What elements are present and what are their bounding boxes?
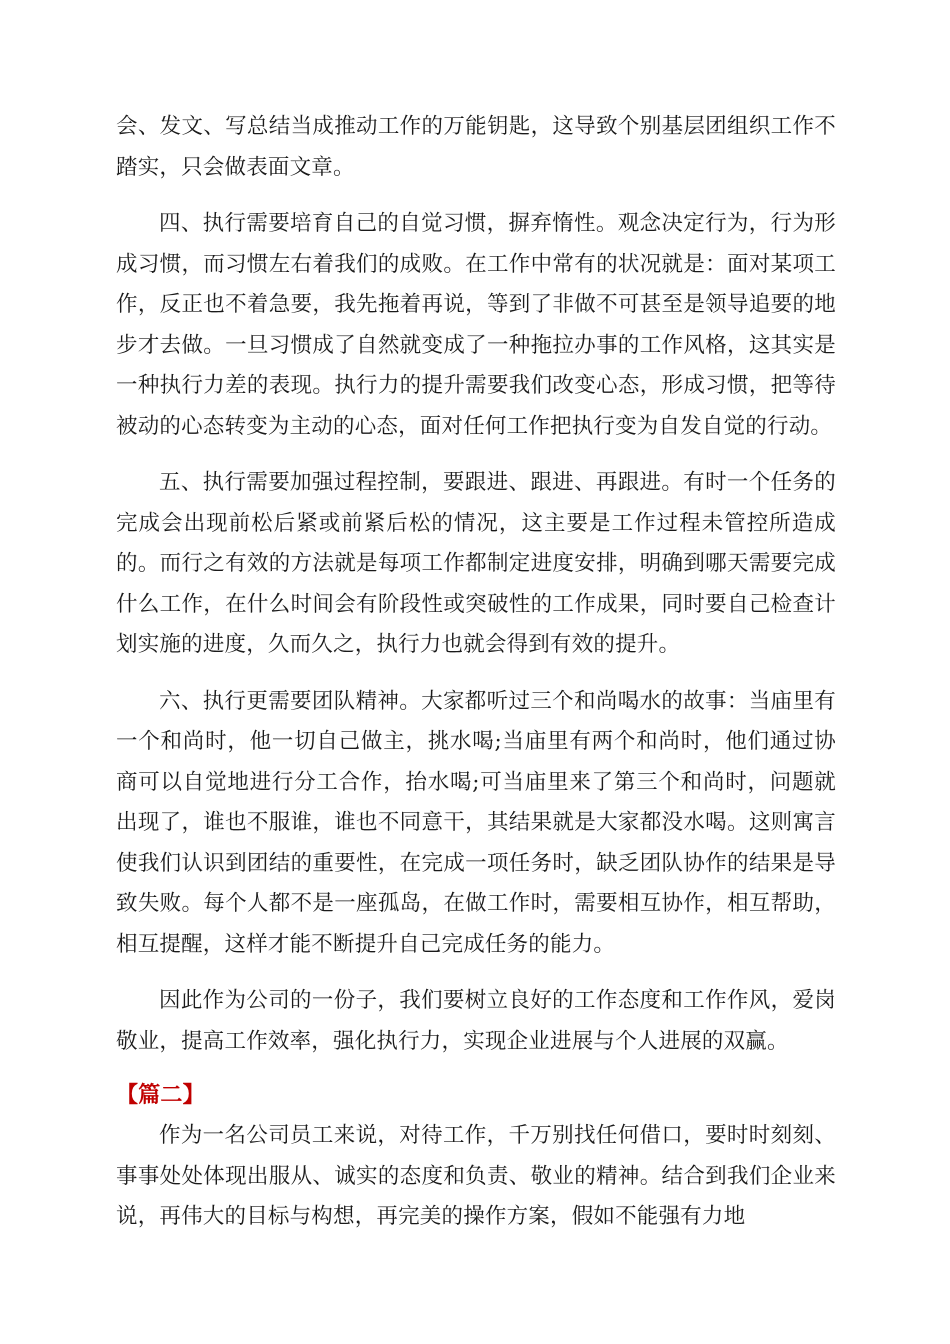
paragraph-continuation: 会、发文、写总结当成推动工作的万能钥匙，这导致个别基层团组织工作不踏实，只会做表面文章。 [116,114,836,180]
paragraph-conclusion: 因此作为公司的一份子，我们要树立良好的工作态度和工作作风，爱岗敬业，提高工作效率，强化执行力，实现企业进展与个人进展的双赢。 [116,988,836,1054]
paragraph-point-four: 四、执行需要培育自己的自觉习惯，摒弃惰性。观念决定行为，行为形成习惯，而习惯左右着我们的成败。在工作中常有的状况就是：面对某项工作，反正也不着急要，我先拖着再说，等到了非做不可甚至是领导追要的地步才去做。一旦习惯成了自然就变成了一种拖拉办事的工作风格，这其实是一种执行力差的表现。执行力的提升需要我们改变心态，形成习惯，把等待被动的心态转变为主动的心态，面对任何工作把执行变为自发自觉的行动。 [116,211,836,439]
section-heading: 【篇二】 [116,1083,205,1108]
paragraph-section-two: 作为一名公司员工来说，对待工作，千万别找任何借口，要时时刻刻、事事处处体现出服从、诚实的态度和负责、敬业的精神。结合到我们企业来说，再伟大的目标与构想，再完美的操作方案，假如不能强有力地 [116,1123,836,1229]
document-body [116,107,836,1238]
paragraph-point-five: 五、执行需要加强过程控制，要跟进、跟进、再跟进。有时一个任务的完成会出现前松后紧或前紧后松的情况，这主要是工作过程未管控所造成的。而行之有效的方法就是每项工作都制定进度安排，明确到哪天需要完成什么工作，在什么时间会有阶段性或突破性的工作成果，同时要自己检查计划实施的进度，久而久之，执行力也就会得到有效的提升。 [116,470,836,657]
paragraph-point-six: 六、执行更需要团队精神。大家都听过三个和尚喝水的故事：当庙里有一个和尚时，他一切自己做主，挑水喝;当庙里有两个和尚时，他们通过协商可以自觉地进行分工合作，抬水喝;可当庙里来了第三个和尚时，问题就出现了，谁也不服谁，谁也不同意干，其结果就是大家都没水喝。这则寓言使我们认识到团结的重要性，在完成一项任务时，缺乏团队协作的结果是导致失败。每个人都不是一座孤岛，在做工作时，需要相互协作，相互帮助，相互提醒，这样才能不断提升自己完成任务的能力。 [116,688,836,957]
